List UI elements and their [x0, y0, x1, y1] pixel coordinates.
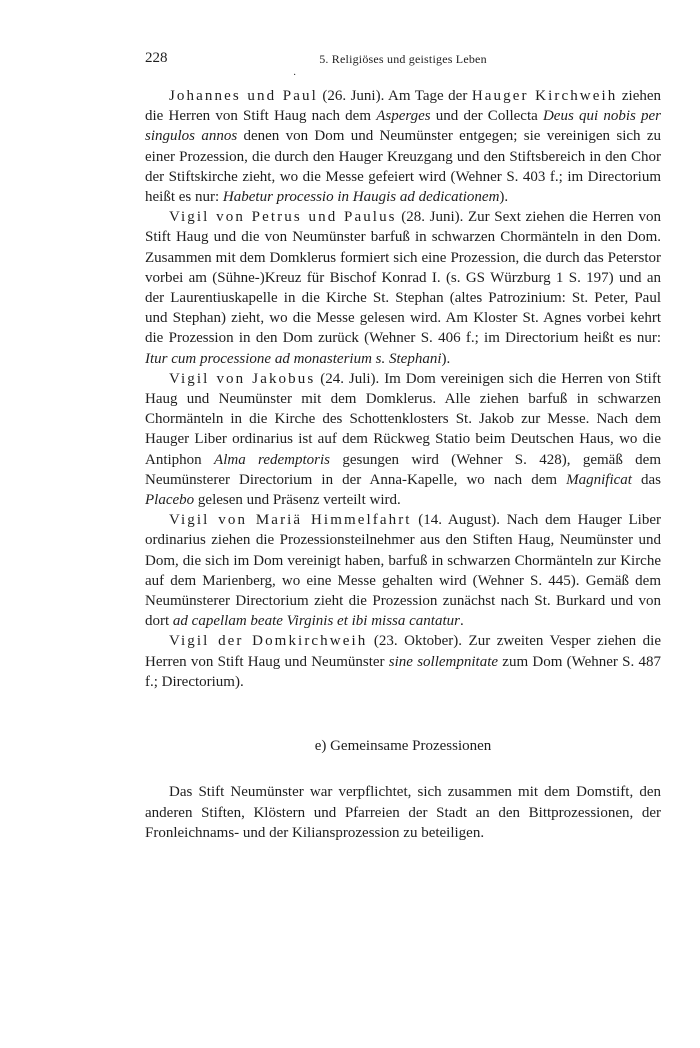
header-mark: · [293, 70, 297, 81]
paragraph-vigil-himmelfahrt [145, 510, 661, 631]
paragraph-text: denen von Dom und Neumünster entgegen; sie vereinigen sich zu einer Prozession, die durch den Hauger Kreuzgang und den Stiftsbereich in den Chor der Stiftskirche zieht, wo die Messe gefeiert wird (Wehner S. 403 f.; im Directorium heißt es nur: [145, 128, 661, 206]
paragraph-title: Vigil von Petrus und Paulus [169, 209, 397, 226]
latin-term: Magnificat [566, 471, 632, 488]
latin-term: Alma redemptoris [214, 451, 330, 468]
section-heading: e) Gemeinsame Prozessionen [314, 738, 492, 755]
latin-term: Itur cum processione ad monasterium s. Stephani [145, 350, 442, 367]
paragraph-text: ziehen die Herren von Stift Haug nach dem [145, 88, 662, 125]
paragraph-text: (23. Oktober). Zur zweiten Vesper ziehen die Herren von Stift Haug und Neumünster [145, 633, 661, 670]
paragraph-text: das [631, 471, 661, 488]
paragraph-vigil-domkirchweih [145, 631, 661, 692]
paragraph-text: gesungen wird (Wehner S. 428), gemäß dem Neumünsterer Directorium in der Anna-Kapelle, wo nach dem [145, 451, 661, 488]
emphasized-term: Hauger Kirchweih [471, 88, 618, 104]
section-paragraph: Das Stift Neumünster war verpflichtet, sich zusammen mit dem Domstift, den anderen Stiften, Klöstern und Pfarreien der Stadt an den Bittprozessionen, der Fronleichnams- und der Kiliansprozession zu beteiligen. [145, 784, 661, 841]
paragraph-text: (14. August). Nach dem Hauger Liber ordinarius ziehen die Prozessionsteilnehmer aus den Stiften Haug, Neumünster und Dom, die sich im Dom vereinigt haben, barfuß in schwarzen Chormänteln zur Kirche auf dem Marienberg, wo eine Messe gehalten wird (Wehner S. 445). Gemäß dem Neumünsterer Directorium zieht die Prozession zunächst nach St. Burkard und von dort [145, 512, 661, 630]
paragraph-title: Vigil der Domkirchweih [169, 633, 368, 650]
paragraph-text: zum Dom (Wehner S. 487 f.; Directorium). [145, 653, 661, 690]
paragraph-vigil-jakobus [145, 369, 661, 510]
paragraph-text: ). [441, 350, 451, 367]
paragraph-text: ). [499, 189, 509, 206]
paragraph-text: (24. Juli). Im Dom vereinigen sich die Herren von Stift Haug und Neumünster mit dem Domklerus. Alle ziehen barfuß in schwarzen Chormänteln in die Kirche des Schottenklosters St. Jakob zur Messe. Nach dem Hauger Liber ordinarius ist auf dem Rückweg Statio beim Deutschen Haus, wo die Antiphon [145, 370, 661, 468]
paragraph-title: Vigil von Jakobus [169, 370, 316, 387]
page-header [145, 50, 661, 81]
paragraph-johannes-und-paul [145, 86, 661, 207]
page-number: 228 [145, 50, 168, 66]
latin-term: Habetur processio in Haugis ad dedicationem [222, 189, 500, 206]
paragraph-text: (28. Juni). Zur Sext ziehen die Herren von Stift Haug und die von Neumünster barfuß in schwarzen Chormänteln in den Dom. Zusammen mit dem Domklerus formiert sich eine Prozession, die durch das Peterstor vorbei am (Sühne-)Kreuz für Bischof Konrad I. (s. GS Würzburg 1 S. 197) und an der Laurentiuskapelle in die Kirche St. Stephan (altes Patrozinium: St. Peter, Paul und Stephan) zieht, wo die Messe gelesen wird. Am Kloster St. Agnes vorbei kehrt die Prozession in den Dom zurück (Wehner S. 406 f.; im Directorium heißt es nur: [145, 209, 661, 347]
latin-term: Deus qui nobis per singulos annos [145, 108, 661, 145]
paragraph-text: . [459, 613, 464, 630]
paragraph-title: Vigil von Mariä Himmelfahrt [169, 512, 412, 529]
latin-term: Placebo [145, 492, 195, 509]
paragraph-text: und der Collecta [430, 108, 543, 125]
latin-term: Asperges [376, 108, 431, 125]
paragraph-text: gelesen und Präsenz verteilt wird. [194, 492, 401, 509]
body-text [145, 86, 661, 843]
paragraph-title: Johannes und Paul [169, 88, 318, 104]
running-head: 5. Religiöses und geistiges Leben [319, 52, 487, 66]
latin-term: sine sollempnitate [388, 653, 499, 670]
latin-term: ad capellam beate Virginis et ibi missa cantatur [172, 613, 460, 630]
paragraph-vigil-petrus-paulus [145, 207, 661, 369]
paragraph-text: (26. Juni). Am Tage der [317, 88, 472, 104]
